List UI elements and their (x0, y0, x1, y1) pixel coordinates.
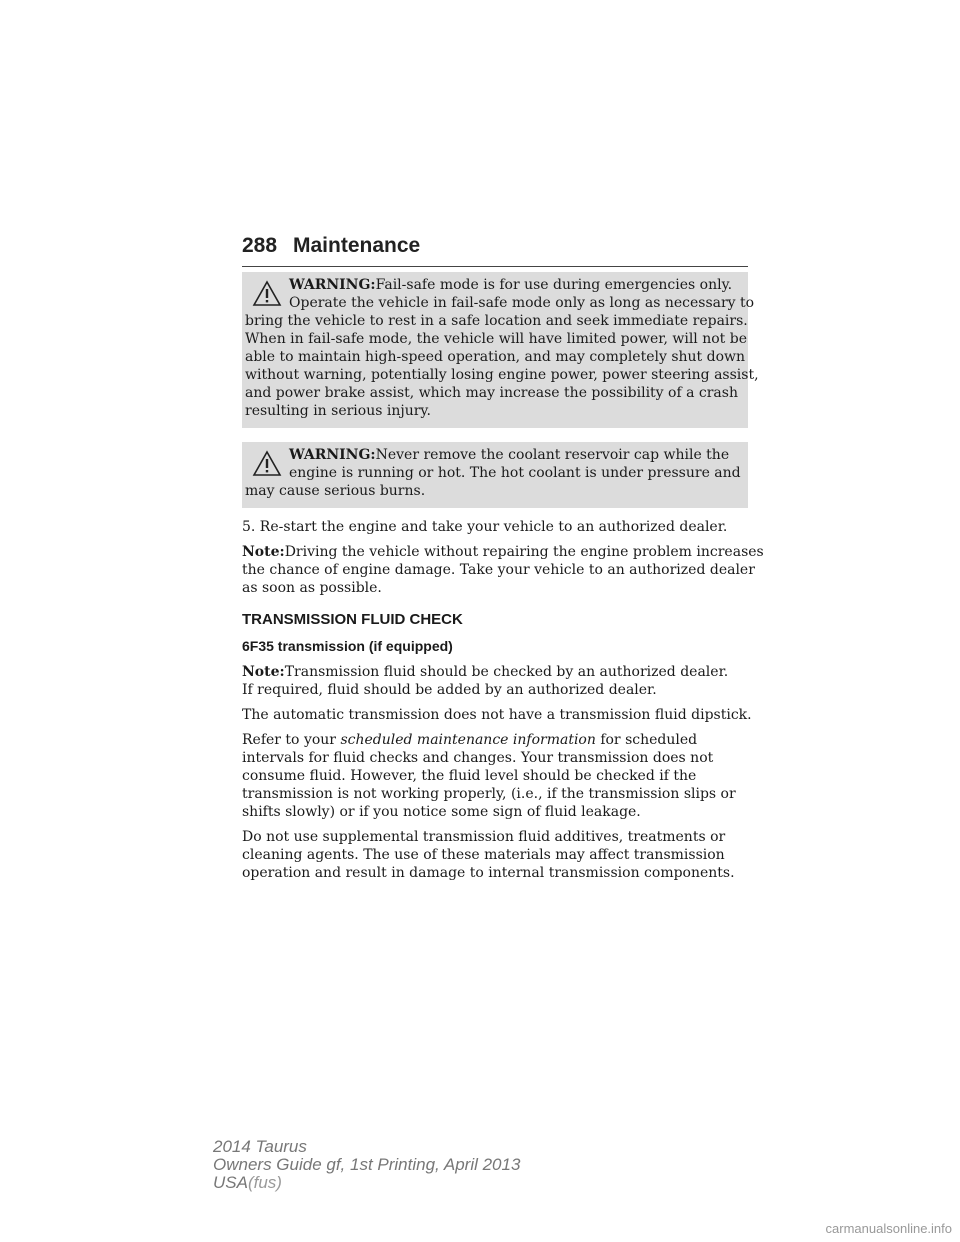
warning-label: WARNING: (289, 277, 376, 293)
paragraph-dipstick: The automatic transmission does not have a transmission fluid dipstick. (242, 707, 752, 723)
page-number: 288 (242, 234, 278, 257)
warning-line: resulting in serious injury. (245, 403, 431, 419)
warning-line: able to maintain high-speed operation, and may completely shut down (245, 349, 746, 365)
warning-line: and power brake assist, which may increase the possibility of a crash (245, 385, 738, 401)
warning-line: When in fail-safe mode, the vehicle will have limited power, will not be (245, 331, 747, 347)
paragraph-refer: Refer to your scheduled maintenance information for scheduled intervals for fluid checks and changes. Your transmission does not consume fluid. However, the fluid level should be checked if the transmission is not working properly, (i.e., if the transmission slips or shifts slowly) or if you notice some sign of fluid leakage. (242, 732, 736, 820)
warning-triangle-icon (252, 450, 282, 477)
maintenance-info-reference: scheduled maintenance information (340, 732, 596, 748)
note-transmission: Note:Transmission fluid should be checked by an authorized dealer. If required, fluid should be added by an authorized dealer. (242, 664, 729, 698)
section-title: Maintenance (293, 234, 421, 257)
footer-model: 2014 Taurus (213, 1137, 307, 1156)
warning-box-failsafe (242, 272, 759, 428)
warning-line: engine is running or hot. The hot coolant is under pressure and (289, 465, 741, 481)
warning-line: WARNING:Never remove the coolant reservoir cap while the (289, 447, 730, 463)
warning-line: bring the vehicle to rest in a safe location and seek immediate repairs. (245, 313, 748, 329)
warning-label: WARNING: (289, 447, 376, 463)
warning-triangle-icon (252, 280, 282, 307)
note-engine: Note:Driving the vehicle without repairing the engine problem increases the chance of engine damage. Take your vehicle to an authorized dealer as soon as possible. (242, 544, 764, 596)
warning-line: Operate the vehicle in fail-safe mode only as long as necessary to (289, 295, 755, 311)
page-content (242, 272, 764, 889)
subsection-heading: 6F35 transmission (if equipped) (242, 638, 453, 654)
page-header (242, 232, 748, 267)
warning-line: without warning, potentially losing engine power, power steering assist, (245, 367, 759, 383)
warning-line: WARNING:Fail-safe mode is for use during emergencies only. (289, 277, 733, 293)
section-heading: TRANSMISSION FLUID CHECK (242, 611, 463, 628)
note-label: Note: (242, 544, 285, 560)
warning-box-coolant (242, 442, 748, 508)
watermark: carmanualsonline.info (825, 1221, 952, 1236)
note-label: Note: (242, 664, 285, 680)
step-5: 5. Re-start the engine and take your vehicle to an authorized dealer. (242, 519, 728, 535)
document-footer (213, 1138, 520, 1192)
paragraph-additives: Do not use supplemental transmission fluid additives, treatments or cleaning agents. The use of these materials may affect transmission operation and result in damage to internal transmission components. (242, 829, 735, 881)
footer-region: USA(fus) (213, 1173, 282, 1192)
footer-printing: Owners Guide gf, 1st Printing, April 2013 (213, 1155, 521, 1174)
warning-line: may cause serious burns. (245, 483, 426, 499)
